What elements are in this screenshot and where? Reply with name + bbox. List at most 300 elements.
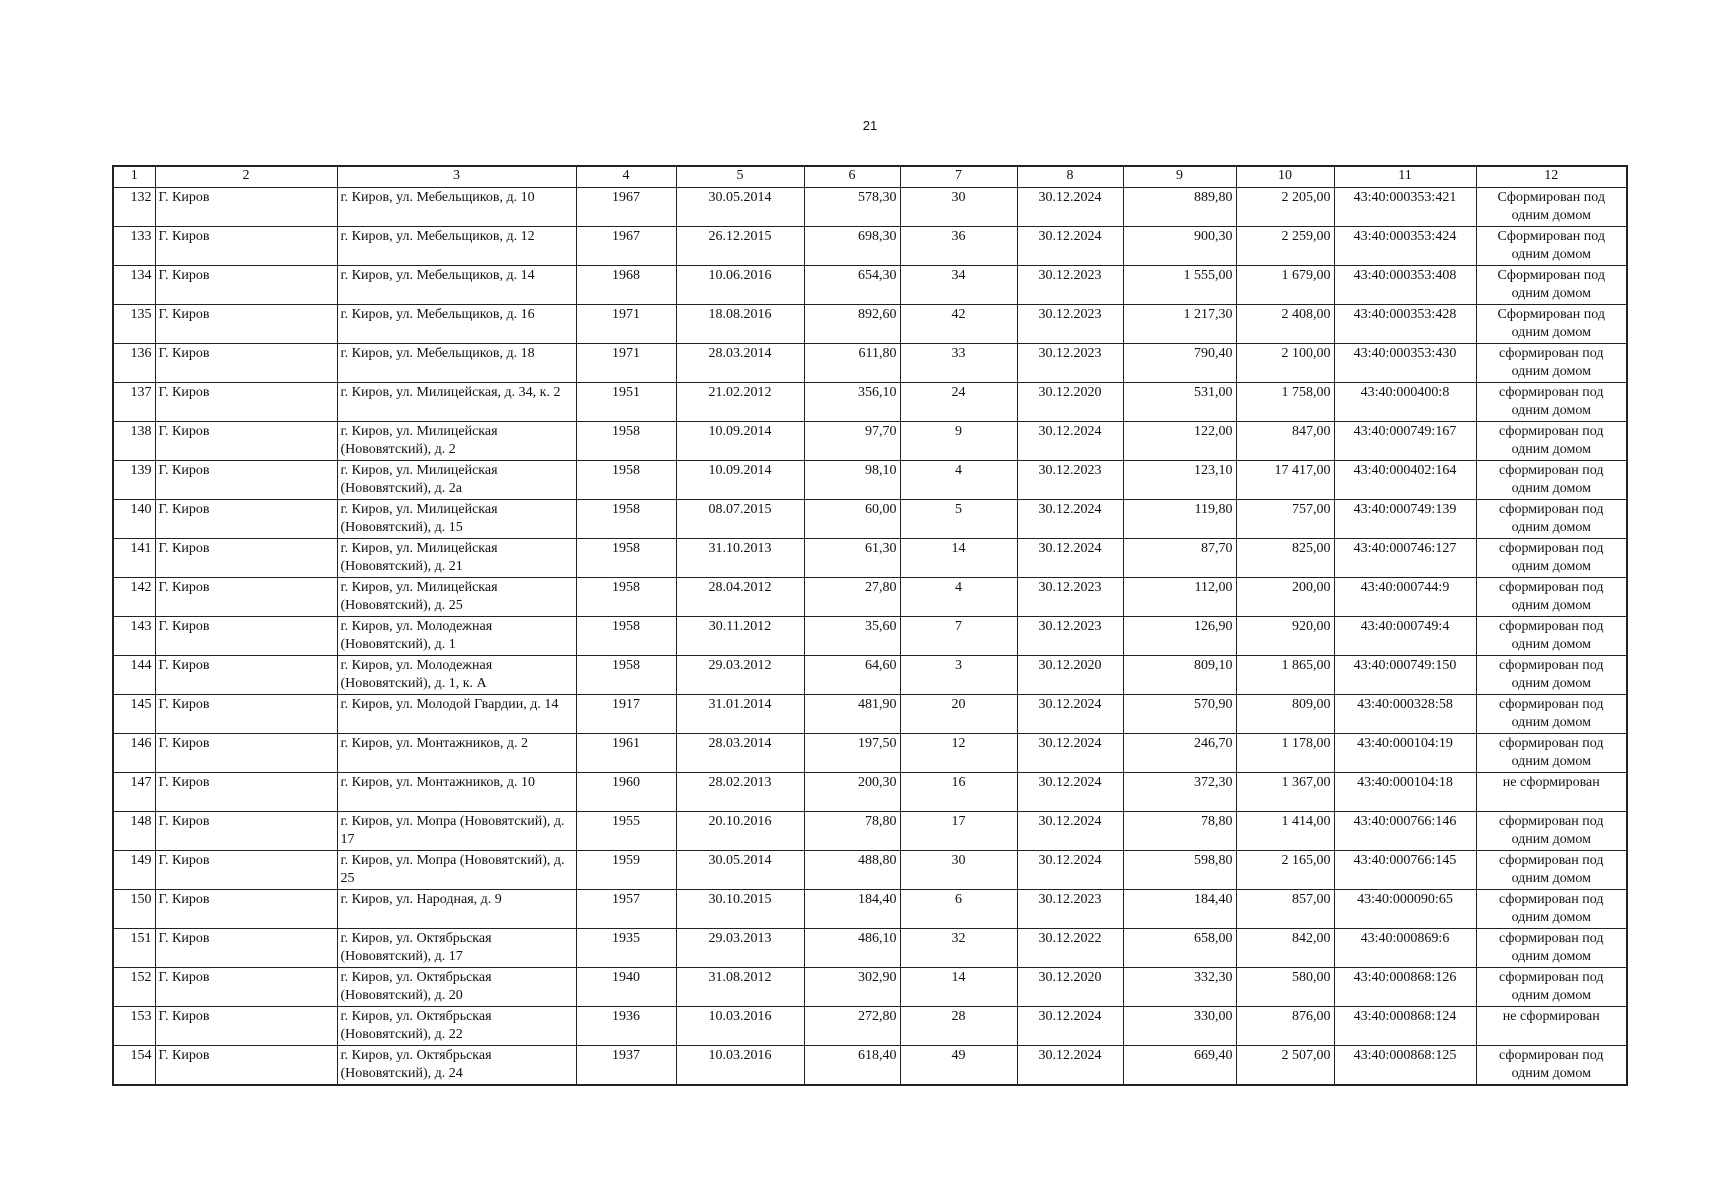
area-total-cell: 809,10 — [1123, 656, 1236, 695]
area-cell: 892,60 — [804, 305, 900, 344]
address-cell: г. Киров, ул. Народная, д. 9 — [337, 890, 576, 929]
date-cell: 20.10.2016 — [676, 812, 804, 851]
table-row — [113, 500, 1627, 539]
residents-cell: 36 — [900, 227, 1017, 266]
land-status-cell: сформирован под одним домом — [1476, 344, 1627, 383]
address-cell: г. Киров, ул. Октябрьская (Нововятский), д. 22 — [337, 1007, 576, 1046]
area-cell: 486,10 — [804, 929, 900, 968]
area-cell: 481,90 — [804, 695, 900, 734]
year-built-cell: 1967 — [576, 188, 676, 227]
area-cell: 578,30 — [804, 188, 900, 227]
date-cell: 18.08.2016 — [676, 305, 804, 344]
table-row — [113, 305, 1627, 344]
land-area-cell: 2 165,00 — [1236, 851, 1334, 890]
land-area-cell: 809,00 — [1236, 695, 1334, 734]
cadastral-number-cell: 43:40:000868:124 — [1334, 1007, 1476, 1046]
locality-cell: Г. Киров — [155, 266, 337, 305]
cadastral-number-cell: 43:40:000328:58 — [1334, 695, 1476, 734]
residents-cell: 3 — [900, 656, 1017, 695]
column-number-row — [113, 166, 1627, 188]
cadastral-number-cell: 43:40:000868:125 — [1334, 1046, 1476, 1085]
area-total-cell: 669,40 — [1123, 1046, 1236, 1085]
table-row — [113, 266, 1627, 305]
locality-cell: Г. Киров — [155, 344, 337, 383]
land-status-cell: сформирован под одним домом — [1476, 929, 1627, 968]
table-row — [113, 1007, 1627, 1046]
residents-cell: 17 — [900, 812, 1017, 851]
row-number-cell: 150 — [113, 890, 155, 929]
year-built-cell: 1958 — [576, 500, 676, 539]
date-cell: 10.09.2014 — [676, 461, 804, 500]
area-cell: 618,40 — [804, 1046, 900, 1085]
area-total-cell: 246,70 — [1123, 734, 1236, 773]
year-built-cell: 1935 — [576, 929, 676, 968]
area-total-cell: 570,90 — [1123, 695, 1236, 734]
deadline-cell: 30.12.2020 — [1017, 968, 1123, 1007]
area-total-cell: 330,00 — [1123, 1007, 1236, 1046]
deadline-cell: 30.12.2024 — [1017, 227, 1123, 266]
locality-cell: Г. Киров — [155, 1046, 337, 1085]
address-cell: г. Киров, ул. Октябрьская (Нововятский), д. 24 — [337, 1046, 576, 1085]
row-number-cell: 134 — [113, 266, 155, 305]
column-header-10: 10 — [1236, 166, 1334, 188]
row-number-cell: 138 — [113, 422, 155, 461]
land-status-cell: сформирован под одним домом — [1476, 461, 1627, 500]
area-total-cell: 1 217,30 — [1123, 305, 1236, 344]
column-header-11: 11 — [1334, 166, 1476, 188]
locality-cell: Г. Киров — [155, 734, 337, 773]
land-status-cell: сформирован под одним домом — [1476, 656, 1627, 695]
year-built-cell: 1958 — [576, 422, 676, 461]
area-cell: 60,00 — [804, 500, 900, 539]
locality-cell: Г. Киров — [155, 461, 337, 500]
land-status-cell: не сформирован — [1476, 773, 1627, 812]
date-cell: 29.03.2013 — [676, 929, 804, 968]
land-area-cell: 1 178,00 — [1236, 734, 1334, 773]
date-cell: 28.03.2014 — [676, 734, 804, 773]
cadastral-number-cell: 43:40:000749:167 — [1334, 422, 1476, 461]
land-status-cell: сформирован под одним домом — [1476, 968, 1627, 1007]
year-built-cell: 1936 — [576, 1007, 676, 1046]
cadastral-number-cell: 43:40:000869:6 — [1334, 929, 1476, 968]
address-cell: г. Киров, ул. Мебельщиков, д. 18 — [337, 344, 576, 383]
table-body — [113, 188, 1627, 1085]
date-cell: 31.01.2014 — [676, 695, 804, 734]
address-cell: г. Киров, ул. Милицейская (Нововятский), д. 25 — [337, 578, 576, 617]
land-area-cell: 842,00 — [1236, 929, 1334, 968]
cadastral-number-cell: 43:40:000868:126 — [1334, 968, 1476, 1007]
land-status-cell: сформирован под одним домом — [1476, 617, 1627, 656]
land-status-cell: сформирован под одним домом — [1476, 851, 1627, 890]
area-total-cell: 119,80 — [1123, 500, 1236, 539]
table-row — [113, 812, 1627, 851]
table-header — [113, 166, 1627, 188]
cadastral-number-cell: 43:40:000353:421 — [1334, 188, 1476, 227]
deadline-cell: 30.12.2024 — [1017, 734, 1123, 773]
date-cell: 29.03.2012 — [676, 656, 804, 695]
date-cell: 10.03.2016 — [676, 1007, 804, 1046]
column-header-9: 9 — [1123, 166, 1236, 188]
land-status-cell: не сформирован — [1476, 1007, 1627, 1046]
year-built-cell: 1968 — [576, 266, 676, 305]
deadline-cell: 30.12.2020 — [1017, 656, 1123, 695]
year-built-cell: 1958 — [576, 656, 676, 695]
locality-cell: Г. Киров — [155, 1007, 337, 1046]
cadastral-number-cell: 43:40:000744:9 — [1334, 578, 1476, 617]
area-total-cell: 126,90 — [1123, 617, 1236, 656]
area-total-cell: 332,30 — [1123, 968, 1236, 1007]
locality-cell: Г. Киров — [155, 617, 337, 656]
locality-cell: Г. Киров — [155, 695, 337, 734]
row-number-cell: 143 — [113, 617, 155, 656]
table-row — [113, 344, 1627, 383]
row-number-cell: 133 — [113, 227, 155, 266]
address-cell: г. Киров, ул. Милицейская (Нововятский), д. 15 — [337, 500, 576, 539]
row-number-cell: 151 — [113, 929, 155, 968]
locality-cell: Г. Киров — [155, 383, 337, 422]
land-status-cell: Сформирован под одним домом — [1476, 266, 1627, 305]
cadastral-number-cell: 43:40:000766:146 — [1334, 812, 1476, 851]
land-area-cell: 847,00 — [1236, 422, 1334, 461]
row-number-cell: 136 — [113, 344, 155, 383]
date-cell: 30.05.2014 — [676, 851, 804, 890]
year-built-cell: 1937 — [576, 1046, 676, 1085]
locality-cell: Г. Киров — [155, 422, 337, 461]
area-total-cell: 123,10 — [1123, 461, 1236, 500]
address-cell: г. Киров, ул. Мопра (Нововятский), д. 25 — [337, 851, 576, 890]
year-built-cell: 1940 — [576, 968, 676, 1007]
land-area-cell: 757,00 — [1236, 500, 1334, 539]
area-cell: 184,40 — [804, 890, 900, 929]
area-cell: 98,10 — [804, 461, 900, 500]
table-row — [113, 539, 1627, 578]
deadline-cell: 30.12.2022 — [1017, 929, 1123, 968]
row-number-cell: 145 — [113, 695, 155, 734]
row-number-cell: 148 — [113, 812, 155, 851]
cadastral-number-cell: 43:40:000749:4 — [1334, 617, 1476, 656]
year-built-cell: 1958 — [576, 539, 676, 578]
cadastral-number-cell: 43:40:000090:65 — [1334, 890, 1476, 929]
year-built-cell: 1955 — [576, 812, 676, 851]
area-cell: 78,80 — [804, 812, 900, 851]
table-row — [113, 851, 1627, 890]
table-row — [113, 461, 1627, 500]
area-cell: 611,80 — [804, 344, 900, 383]
table-row — [113, 734, 1627, 773]
row-number-cell: 147 — [113, 773, 155, 812]
residents-cell: 30 — [900, 851, 1017, 890]
land-area-cell: 2 205,00 — [1236, 188, 1334, 227]
deadline-cell: 30.12.2024 — [1017, 500, 1123, 539]
locality-cell: Г. Киров — [155, 188, 337, 227]
locality-cell: Г. Киров — [155, 890, 337, 929]
residents-cell: 14 — [900, 539, 1017, 578]
locality-cell: Г. Киров — [155, 227, 337, 266]
land-area-cell: 2 100,00 — [1236, 344, 1334, 383]
row-number-cell: 135 — [113, 305, 155, 344]
area-total-cell: 87,70 — [1123, 539, 1236, 578]
deadline-cell: 30.12.2024 — [1017, 1007, 1123, 1046]
address-cell: г. Киров, ул. Милицейская, д. 34, к. 2 — [337, 383, 576, 422]
date-cell: 30.10.2015 — [676, 890, 804, 929]
address-cell: г. Киров, ул. Мебельщиков, д. 14 — [337, 266, 576, 305]
row-number-cell: 146 — [113, 734, 155, 773]
column-header-12: 12 — [1476, 166, 1627, 188]
table-row — [113, 617, 1627, 656]
area-total-cell: 372,30 — [1123, 773, 1236, 812]
land-area-cell: 857,00 — [1236, 890, 1334, 929]
locality-cell: Г. Киров — [155, 812, 337, 851]
date-cell: 28.04.2012 — [676, 578, 804, 617]
table-row — [113, 968, 1627, 1007]
deadline-cell: 30.12.2024 — [1017, 812, 1123, 851]
land-area-cell: 200,00 — [1236, 578, 1334, 617]
address-cell: г. Киров, ул. Молодой Гвардии, д. 14 — [337, 695, 576, 734]
row-number-cell: 139 — [113, 461, 155, 500]
cadastral-number-cell: 43:40:000353:408 — [1334, 266, 1476, 305]
residents-cell: 5 — [900, 500, 1017, 539]
address-cell: г. Киров, ул. Молодежная (Нововятский), д. 1, к. А — [337, 656, 576, 695]
table-row — [113, 890, 1627, 929]
deadline-cell: 30.12.2024 — [1017, 851, 1123, 890]
cadastral-number-cell: 43:40:000402:164 — [1334, 461, 1476, 500]
row-number-cell: 154 — [113, 1046, 155, 1085]
row-number-cell: 152 — [113, 968, 155, 1007]
residents-cell: 12 — [900, 734, 1017, 773]
table-row — [113, 227, 1627, 266]
date-cell: 10.03.2016 — [676, 1046, 804, 1085]
cadastral-number-cell: 43:40:000353:428 — [1334, 305, 1476, 344]
area-total-cell: 122,00 — [1123, 422, 1236, 461]
locality-cell: Г. Киров — [155, 578, 337, 617]
year-built-cell: 1958 — [576, 617, 676, 656]
table-row — [113, 383, 1627, 422]
residents-cell: 24 — [900, 383, 1017, 422]
land-area-cell: 1 679,00 — [1236, 266, 1334, 305]
year-built-cell: 1958 — [576, 578, 676, 617]
address-cell: г. Киров, ул. Монтажников, д. 2 — [337, 734, 576, 773]
land-status-cell: Сформирован под одним домом — [1476, 188, 1627, 227]
locality-cell: Г. Киров — [155, 305, 337, 344]
area-cell: 488,80 — [804, 851, 900, 890]
date-cell: 10.06.2016 — [676, 266, 804, 305]
land-area-cell: 1 758,00 — [1236, 383, 1334, 422]
land-status-cell: сформирован под одним домом — [1476, 578, 1627, 617]
land-status-cell: сформирован под одним домом — [1476, 1046, 1627, 1085]
cadastral-number-cell: 43:40:000746:127 — [1334, 539, 1476, 578]
area-cell: 61,30 — [804, 539, 900, 578]
land-area-cell: 1 865,00 — [1236, 656, 1334, 695]
table-row — [113, 656, 1627, 695]
land-area-cell: 2 507,00 — [1236, 1046, 1334, 1085]
column-header-5: 5 — [676, 166, 804, 188]
address-cell: г. Киров, ул. Мопра (Нововятский), д. 17 — [337, 812, 576, 851]
locality-cell: Г. Киров — [155, 851, 337, 890]
date-cell: 21.02.2012 — [676, 383, 804, 422]
area-cell: 654,30 — [804, 266, 900, 305]
table-row — [113, 422, 1627, 461]
address-cell: г. Киров, ул. Мебельщиков, д. 12 — [337, 227, 576, 266]
residents-cell: 34 — [900, 266, 1017, 305]
column-header-7: 7 — [900, 166, 1017, 188]
year-built-cell: 1959 — [576, 851, 676, 890]
row-number-cell: 142 — [113, 578, 155, 617]
deadline-cell: 30.12.2024 — [1017, 539, 1123, 578]
locality-cell: Г. Киров — [155, 539, 337, 578]
deadline-cell: 30.12.2023 — [1017, 305, 1123, 344]
column-header-6: 6 — [804, 166, 900, 188]
land-area-cell: 920,00 — [1236, 617, 1334, 656]
deadline-cell: 30.12.2023 — [1017, 617, 1123, 656]
date-cell: 10.09.2014 — [676, 422, 804, 461]
date-cell: 28.02.2013 — [676, 773, 804, 812]
column-header-1: 1 — [113, 166, 155, 188]
row-number-cell: 140 — [113, 500, 155, 539]
deadline-cell: 30.12.2024 — [1017, 422, 1123, 461]
area-total-cell: 790,40 — [1123, 344, 1236, 383]
land-area-cell: 17 417,00 — [1236, 461, 1334, 500]
row-number-cell: 141 — [113, 539, 155, 578]
area-total-cell: 1 555,00 — [1123, 266, 1236, 305]
area-total-cell: 889,80 — [1123, 188, 1236, 227]
land-status-cell: сформирован под одним домом — [1476, 695, 1627, 734]
column-header-8: 8 — [1017, 166, 1123, 188]
residents-cell: 32 — [900, 929, 1017, 968]
page-number: 21 — [862, 118, 878, 133]
date-cell: 31.08.2012 — [676, 968, 804, 1007]
table-row — [113, 773, 1627, 812]
area-total-cell: 112,00 — [1123, 578, 1236, 617]
cadastral-number-cell: 43:40:000353:430 — [1334, 344, 1476, 383]
residents-cell: 14 — [900, 968, 1017, 1007]
table-row — [113, 929, 1627, 968]
cadastral-number-cell: 43:40:000353:424 — [1334, 227, 1476, 266]
area-cell: 27,80 — [804, 578, 900, 617]
housing-registry-table — [112, 165, 1628, 1086]
table-row — [113, 188, 1627, 227]
locality-cell: Г. Киров — [155, 773, 337, 812]
date-cell: 30.05.2014 — [676, 188, 804, 227]
residents-cell: 33 — [900, 344, 1017, 383]
land-area-cell: 2 408,00 — [1236, 305, 1334, 344]
area-cell: 200,30 — [804, 773, 900, 812]
area-total-cell: 78,80 — [1123, 812, 1236, 851]
date-cell: 08.07.2015 — [676, 500, 804, 539]
row-number-cell: 153 — [113, 1007, 155, 1046]
residents-cell: 30 — [900, 188, 1017, 227]
date-cell: 30.11.2012 — [676, 617, 804, 656]
land-area-cell: 1 414,00 — [1236, 812, 1334, 851]
year-built-cell: 1961 — [576, 734, 676, 773]
residents-cell: 49 — [900, 1046, 1017, 1085]
address-cell: г. Киров, ул. Октябрьская (Нововятский), д. 20 — [337, 968, 576, 1007]
row-number-cell: 144 — [113, 656, 155, 695]
year-built-cell: 1951 — [576, 383, 676, 422]
cadastral-number-cell: 43:40:000766:145 — [1334, 851, 1476, 890]
area-cell: 272,80 — [804, 1007, 900, 1046]
cadastral-number-cell: 43:40:000749:150 — [1334, 656, 1476, 695]
residents-cell: 16 — [900, 773, 1017, 812]
area-cell: 356,10 — [804, 383, 900, 422]
area-total-cell: 598,80 — [1123, 851, 1236, 890]
land-status-cell: сформирован под одним домом — [1476, 812, 1627, 851]
column-header-4: 4 — [576, 166, 676, 188]
cadastral-number-cell: 43:40:000749:139 — [1334, 500, 1476, 539]
land-area-cell: 876,00 — [1236, 1007, 1334, 1046]
address-cell: г. Киров, ул. Октябрьская (Нововятский), д. 17 — [337, 929, 576, 968]
residents-cell: 20 — [900, 695, 1017, 734]
locality-cell: Г. Киров — [155, 500, 337, 539]
land-status-cell: сформирован под одним домом — [1476, 890, 1627, 929]
row-number-cell: 137 — [113, 383, 155, 422]
area-total-cell: 531,00 — [1123, 383, 1236, 422]
locality-cell: Г. Киров — [155, 968, 337, 1007]
deadline-cell: 30.12.2023 — [1017, 461, 1123, 500]
land-status-cell: сформирован под одним домом — [1476, 539, 1627, 578]
cadastral-number-cell: 43:40:000104:18 — [1334, 773, 1476, 812]
date-cell: 31.10.2013 — [676, 539, 804, 578]
deadline-cell: 30.12.2023 — [1017, 266, 1123, 305]
residents-cell: 4 — [900, 461, 1017, 500]
locality-cell: Г. Киров — [155, 929, 337, 968]
area-total-cell: 184,40 — [1123, 890, 1236, 929]
residents-cell: 42 — [900, 305, 1017, 344]
address-cell: г. Киров, ул. Монтажников, д. 10 — [337, 773, 576, 812]
date-cell: 28.03.2014 — [676, 344, 804, 383]
residents-cell: 9 — [900, 422, 1017, 461]
year-built-cell: 1917 — [576, 695, 676, 734]
deadline-cell: 30.12.2023 — [1017, 344, 1123, 383]
address-cell: г. Киров, ул. Молодежная (Нововятский), д. 1 — [337, 617, 576, 656]
area-cell: 302,90 — [804, 968, 900, 1007]
residents-cell: 4 — [900, 578, 1017, 617]
address-cell: г. Киров, ул. Мебельщиков, д. 10 — [337, 188, 576, 227]
row-number-cell: 132 — [113, 188, 155, 227]
year-built-cell: 1957 — [576, 890, 676, 929]
land-area-cell: 1 367,00 — [1236, 773, 1334, 812]
year-built-cell: 1960 — [576, 773, 676, 812]
column-header-3: 3 — [337, 166, 576, 188]
table-row — [113, 695, 1627, 734]
address-cell: г. Киров, ул. Милицейская (Нововятский), д. 2 — [337, 422, 576, 461]
deadline-cell: 30.12.2024 — [1017, 773, 1123, 812]
residents-cell: 28 — [900, 1007, 1017, 1046]
land-area-cell: 825,00 — [1236, 539, 1334, 578]
cadastral-number-cell: 43:40:000400:8 — [1334, 383, 1476, 422]
deadline-cell: 30.12.2024 — [1017, 188, 1123, 227]
year-built-cell: 1971 — [576, 305, 676, 344]
area-cell: 35,60 — [804, 617, 900, 656]
date-cell: 26.12.2015 — [676, 227, 804, 266]
land-status-cell: сформирован под одним домом — [1476, 734, 1627, 773]
area-cell: 97,70 — [804, 422, 900, 461]
row-number-cell: 149 — [113, 851, 155, 890]
table-row — [113, 578, 1627, 617]
year-built-cell: 1967 — [576, 227, 676, 266]
year-built-cell: 1971 — [576, 344, 676, 383]
area-cell: 64,60 — [804, 656, 900, 695]
land-area-cell: 580,00 — [1236, 968, 1334, 1007]
land-status-cell: сформирован под одним домом — [1476, 500, 1627, 539]
address-cell: г. Киров, ул. Мебельщиков, д. 16 — [337, 305, 576, 344]
deadline-cell: 30.12.2023 — [1017, 578, 1123, 617]
locality-cell: Г. Киров — [155, 656, 337, 695]
address-cell: г. Киров, ул. Милицейская (Нововятский), д. 2а — [337, 461, 576, 500]
land-status-cell: сформирован под одним домом — [1476, 422, 1627, 461]
deadline-cell: 30.12.2024 — [1017, 695, 1123, 734]
area-total-cell: 900,30 — [1123, 227, 1236, 266]
land-status-cell: сформирован под одним домом — [1476, 383, 1627, 422]
